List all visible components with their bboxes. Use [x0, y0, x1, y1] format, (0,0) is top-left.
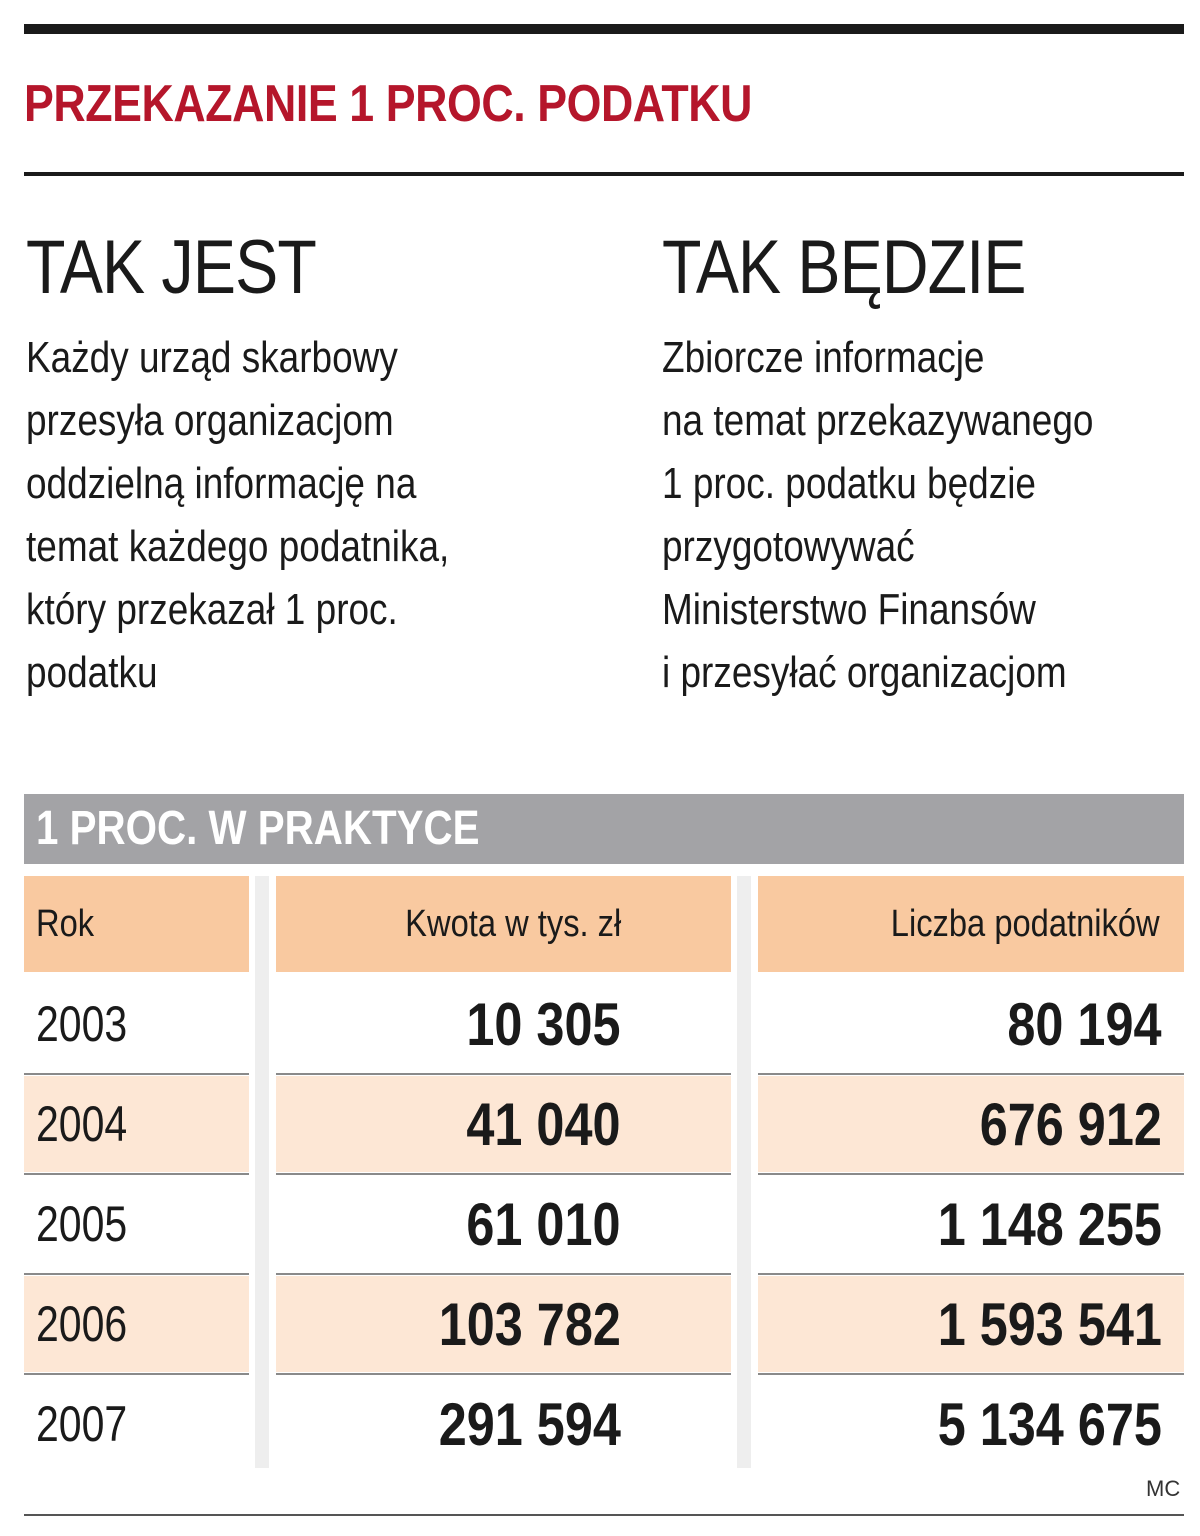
row-separator [24, 1073, 249, 1075]
future-state-text [662, 326, 1200, 704]
year-cell [24, 1376, 249, 1472]
current-state-text [26, 326, 586, 704]
taxpayers-cell [758, 1276, 1184, 1372]
amount-cell [276, 1076, 731, 1172]
text-line: podatku [26, 648, 158, 697]
row-separator [758, 1273, 1184, 1275]
table-title-bar [24, 794, 1184, 864]
future-state-heading: TAK BĘDZIE [662, 225, 1026, 310]
cell-value: 2003 [36, 996, 128, 1052]
title-rule [24, 172, 1184, 176]
text-line: Ministerstwo Finansów [662, 585, 1036, 634]
cell-value: 1 593 541 [937, 1290, 1162, 1358]
row-separator [758, 1173, 1184, 1175]
taxpayers-cell [758, 1076, 1184, 1172]
author-credit: MC [1146, 1476, 1181, 1501]
amount-cell [276, 1176, 731, 1272]
row-separator [758, 1073, 1184, 1075]
column-header-label: Kwota w tys. zł [404, 902, 621, 945]
future-state-column [662, 225, 1200, 704]
year-cell [24, 1176, 249, 1272]
amount-cell [276, 1276, 731, 1372]
column-gutter [255, 876, 269, 1468]
cell-value: 41 040 [466, 1090, 621, 1158]
text-line: Każdy urząd skarbowy [26, 333, 398, 382]
current-state-heading: TAK JEST [26, 225, 316, 310]
text-line: na temat przekazywanego [662, 396, 1094, 445]
cell-value: 1 148 255 [937, 1190, 1162, 1258]
text-line: Zbiorcze informacje [662, 333, 985, 382]
table-title: 1 PROC. W PRAKTYCE [36, 802, 480, 855]
text-line: temat każdego podatnika, [26, 522, 450, 571]
cell-value: 80 194 [1007, 990, 1162, 1058]
text-line: i przesyłać organizacjom [662, 648, 1067, 697]
row-separator [276, 1073, 731, 1075]
header-amount [276, 876, 731, 972]
taxpayers-cell [758, 1376, 1184, 1472]
cell-value: 5 134 675 [937, 1390, 1162, 1458]
text-line: 1 proc. podatku będzie [662, 459, 1036, 508]
row-separator [276, 1373, 731, 1375]
column-header-label: Liczba podatników [891, 902, 1160, 945]
text-line: który przekazał 1 proc. [26, 585, 398, 634]
amount-cell [276, 1376, 731, 1472]
cell-value: 2004 [36, 1096, 128, 1152]
text-line: przygotowywać [662, 522, 915, 571]
cell-value: 2006 [36, 1296, 128, 1352]
amount-cell [276, 976, 731, 1072]
bottom-rule [24, 1514, 1184, 1516]
taxpayers-cell [758, 1176, 1184, 1272]
page-title: PRZEKAZANIE 1 PROC. PODATKU [24, 75, 752, 133]
cell-value: 61 010 [466, 1190, 621, 1258]
row-separator [24, 1273, 249, 1275]
column-header-label: Rok [36, 902, 95, 945]
row-separator [276, 1173, 731, 1175]
year-cell [24, 1276, 249, 1372]
cell-value: 291 594 [438, 1390, 621, 1458]
year-cell [24, 1076, 249, 1172]
column-gutter [737, 876, 751, 1468]
current-state-column [26, 225, 586, 704]
cell-value: 103 782 [438, 1290, 621, 1358]
header-year [24, 876, 249, 972]
top-rule [24, 24, 1184, 34]
row-separator [24, 1173, 249, 1175]
taxpayers-cell [758, 976, 1184, 1072]
text-line: oddzielną informację na [26, 459, 417, 508]
row-separator [24, 1373, 249, 1375]
row-separator [276, 1273, 731, 1275]
cell-value: 10 305 [466, 990, 621, 1058]
cell-value: 2005 [36, 1196, 128, 1252]
year-cell [24, 976, 249, 1072]
header-taxpayers [758, 876, 1184, 972]
cell-value: 2007 [36, 1396, 128, 1452]
cell-value: 676 912 [979, 1090, 1162, 1158]
row-separator [758, 1373, 1184, 1375]
text-line: przesyła organizacjom [26, 396, 394, 445]
